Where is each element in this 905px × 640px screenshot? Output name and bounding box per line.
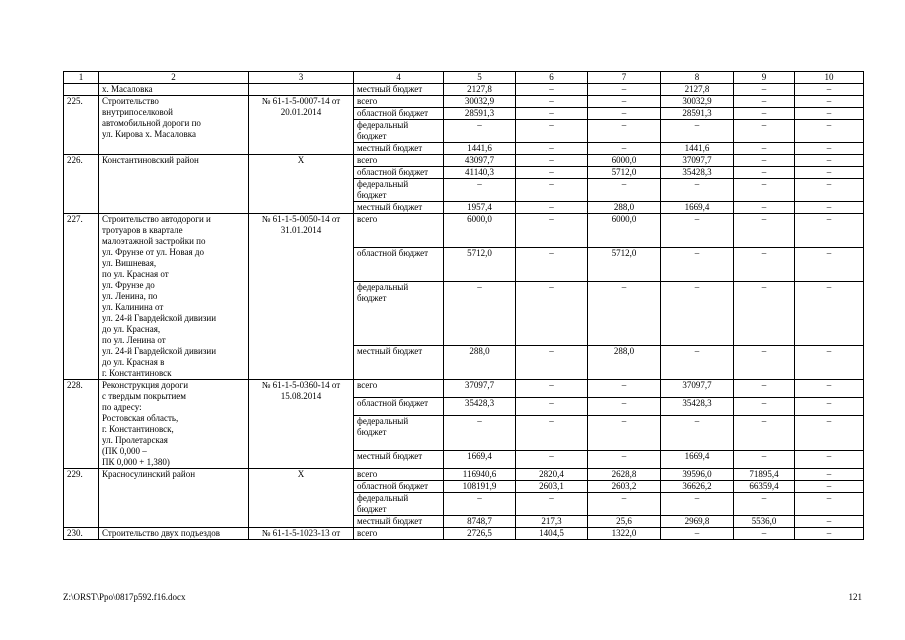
amount-cell: 39596,0 [661,469,734,481]
amount-cell: – [795,281,864,346]
amount-cell: – [516,167,588,179]
amount-cell: – [661,247,734,281]
amount-cell: – [795,214,864,248]
amount-cell: – [795,247,864,281]
amount-cell: 5712,0 [588,247,661,281]
amount-cell: 1441,6 [661,143,734,155]
amount-cell: 71895,4 [734,469,795,481]
amount-cell: 6000,0 [444,214,516,248]
amount-cell: – [795,202,864,214]
table-row [64,380,864,398]
amount-cell: – [734,108,795,120]
amount-cell: 28591,3 [444,108,516,120]
table-row [64,84,864,96]
amount-cell: – [588,380,661,398]
amount-cell: – [588,96,661,108]
amount-cell: 30032,9 [661,96,734,108]
amount-cell: – [734,398,795,416]
amount-cell: 1957,4 [444,202,516,214]
amount-cell: – [516,179,588,202]
amount-cell: 2127,8 [661,84,734,96]
amount-cell: – [516,143,588,155]
amount-cell: 2603,1 [516,481,588,493]
amount-cell: – [795,143,864,155]
funding-source: местный бюджет [354,84,444,96]
row-number: 229. [64,469,99,528]
column-number-1: 1 [64,72,99,84]
amount-cell: 8748,7 [444,516,516,528]
object-name: Строительство двух подъездов [99,528,249,540]
amount-cell: – [661,493,734,516]
amount-cell: 1322,0 [588,528,661,540]
document-number: № 61-1-5-0360-14 от 15.08.2014 [249,380,354,469]
funding-source: всего [354,155,444,167]
table-row [64,469,864,481]
object-name: Строительство внутрипоселковой автомобильной дороги по ул. Кирова х. Масаловка [99,96,249,155]
column-number-2: 2 [99,72,249,84]
amount-cell: – [588,493,661,516]
document-number: X [249,469,354,528]
amount-cell: – [795,96,864,108]
footer-file-path: Z:\ORST\Ppo\0817p592.f16.docx [63,592,186,602]
document-number: № 61-1-5-1023-13 от [249,528,354,540]
column-number-9: 9 [734,72,795,84]
amount-cell: – [795,120,864,143]
amount-cell: 1669,4 [661,202,734,214]
amount-cell: – [516,96,588,108]
amount-cell: – [516,247,588,281]
amount-cell: 2603,2 [588,481,661,493]
amount-cell: – [661,416,734,451]
amount-cell: 5712,0 [444,247,516,281]
funding-source: федеральный бюджет [354,120,444,143]
document-number: № 61-1-5-0007-14 от 20.01.2014 [249,96,354,155]
amount-cell: – [734,202,795,214]
amount-cell: – [734,179,795,202]
row-number: 225. [64,96,99,155]
amount-cell: – [588,281,661,346]
amount-cell: 108191,9 [444,481,516,493]
row-number: 226. [64,155,99,214]
funding-source: всего [354,528,444,540]
document-number [249,84,354,96]
amount-cell: 37097,7 [661,380,734,398]
amount-cell: – [444,493,516,516]
amount-cell: – [795,155,864,167]
document-number: X [249,155,354,214]
amount-cell: – [795,380,864,398]
amount-cell: 36626,2 [661,481,734,493]
amount-cell: 28591,3 [661,108,734,120]
object-name: Реконструкция дороги с твердым покрытием по адресу: Ростовская область, г. Константиновск, ул. Пролетарская (ПК 0,000 – ПК 0,000 + 1,380) [99,380,249,469]
amount-cell: – [516,346,588,380]
funding-source: местный бюджет [354,450,444,468]
funding-source: областной бюджет [354,108,444,120]
amount-cell: – [734,281,795,346]
column-number-5: 5 [444,72,516,84]
amount-cell: – [734,493,795,516]
funding-source: федеральный бюджет [354,281,444,346]
amount-cell: – [516,108,588,120]
amount-cell: – [516,450,588,468]
funding-source: местный бюджет [354,202,444,214]
amount-cell: – [444,416,516,451]
amount-cell: 35428,3 [661,398,734,416]
funding-source: всего [354,96,444,108]
amount-cell: 37097,7 [661,155,734,167]
amount-cell: – [661,179,734,202]
amount-cell: 217,3 [516,516,588,528]
funding-source: всего [354,214,444,248]
row-number: 227. [64,214,99,380]
table-row [64,528,864,540]
amount-cell: – [516,493,588,516]
amount-cell: – [734,155,795,167]
amount-cell: 66359,4 [734,481,795,493]
amount-cell: – [734,214,795,248]
amount-cell: – [516,416,588,451]
amount-cell: 2726,5 [444,528,516,540]
table-header-row [64,72,864,84]
amount-cell: – [795,528,864,540]
amount-cell: 288,0 [588,202,661,214]
amount-cell: – [444,120,516,143]
amount-cell: 43097,7 [444,155,516,167]
amount-cell: – [734,96,795,108]
funding-source: федеральный бюджет [354,493,444,516]
amount-cell: – [516,202,588,214]
table-row [64,96,864,108]
column-number-7: 7 [588,72,661,84]
column-number-3: 3 [249,72,354,84]
row-number: 230. [64,528,99,540]
document-number: № 61-1-5-0050-14 от 31.01.2014 [249,214,354,380]
amount-cell: – [516,84,588,96]
column-number-8: 8 [661,72,734,84]
amount-cell: 288,0 [588,346,661,380]
amount-cell: – [661,528,734,540]
amount-cell: 41140,3 [444,167,516,179]
object-name: Красносулинский район [99,469,249,528]
amount-cell: 37097,7 [444,380,516,398]
column-number-4: 4 [354,72,444,84]
amount-cell: – [661,346,734,380]
amount-cell: – [734,450,795,468]
amount-cell: – [795,179,864,202]
amount-cell: 25,6 [588,516,661,528]
amount-cell: 6000,0 [588,214,661,248]
footer-page-number: 121 [848,592,862,602]
funding-source: всего [354,469,444,481]
amount-cell: – [795,469,864,481]
table-row [64,155,864,167]
amount-cell: – [588,179,661,202]
funding-source: федеральный бюджет [354,416,444,451]
amount-cell: – [795,450,864,468]
funding-source: всего [354,380,444,398]
funding-source: областной бюджет [354,481,444,493]
funding-source: федеральный бюджет [354,179,444,202]
object-name: Строительство автодороги и тротуаров в квартале малоэтажной застройки по ул. Фрунзе от ул. Новая до ул. Вишневая, по ул. Красная от ул. Фрунзе до ул. Ленина, по ул. Калинина от ул. 24-й Гвардейской дивизии до ул. Красная, по ул. Ленина от ул. 24-й Гвардейской дивизии до ул. Красная в г. Константиновск [99,214,249,380]
amount-cell: 35428,3 [661,167,734,179]
amount-cell: 5712,0 [588,167,661,179]
amount-cell: – [516,398,588,416]
table-row [64,214,864,248]
amount-cell: 1669,4 [661,450,734,468]
funding-source: областной бюджет [354,167,444,179]
amount-cell: – [734,167,795,179]
amount-cell: – [444,179,516,202]
amount-cell: – [588,108,661,120]
amount-cell: – [795,398,864,416]
amount-cell: – [734,143,795,155]
amount-cell: – [516,120,588,143]
amount-cell: – [734,84,795,96]
amount-cell: – [588,120,661,143]
amount-cell: – [795,84,864,96]
amount-cell: – [516,155,588,167]
amount-cell: 116940,6 [444,469,516,481]
row-number: 228. [64,380,99,469]
amount-cell: – [588,450,661,468]
amount-cell: – [444,281,516,346]
amount-cell: – [734,380,795,398]
amount-cell: 1404,5 [516,528,588,540]
amount-cell: – [734,247,795,281]
column-number-6: 6 [516,72,588,84]
funding-source: местный бюджет [354,516,444,528]
amount-cell: – [588,84,661,96]
amount-cell: 1441,6 [444,143,516,155]
column-number-10: 10 [795,72,864,84]
amount-cell: 30032,9 [444,96,516,108]
amount-cell: – [795,346,864,380]
object-name: х. Масаловка [99,84,249,96]
amount-cell: 2969,8 [661,516,734,528]
amount-cell: – [734,346,795,380]
amount-cell: – [795,167,864,179]
amount-cell: 2628,8 [588,469,661,481]
amount-cell: – [516,380,588,398]
amount-cell: – [734,416,795,451]
amount-cell: – [795,481,864,493]
amount-cell: 2127,8 [444,84,516,96]
amount-cell: 35428,3 [444,398,516,416]
object-name: Константиновский район [99,155,249,214]
amount-cell: – [588,398,661,416]
amount-cell: – [795,493,864,516]
amount-cell: – [516,214,588,248]
amount-cell: – [588,416,661,451]
amount-cell: – [734,528,795,540]
amount-cell: – [795,108,864,120]
amount-cell: 1669,4 [444,450,516,468]
amount-cell: – [661,281,734,346]
funding-source: областной бюджет [354,247,444,281]
amount-cell: – [588,143,661,155]
amount-cell: – [734,120,795,143]
amount-cell: – [661,120,734,143]
amount-cell: – [516,281,588,346]
amount-cell: 6000,0 [588,155,661,167]
amount-cell: – [795,516,864,528]
amount-cell: 2820,4 [516,469,588,481]
funding-source: областной бюджет [354,398,444,416]
funding-source: местный бюджет [354,143,444,155]
amount-cell: – [661,214,734,248]
budget-table [63,71,864,540]
amount-cell: 288,0 [444,346,516,380]
amount-cell: – [795,416,864,451]
row-number [64,84,99,96]
funding-source: местный бюджет [354,346,444,380]
amount-cell: 5536,0 [734,516,795,528]
